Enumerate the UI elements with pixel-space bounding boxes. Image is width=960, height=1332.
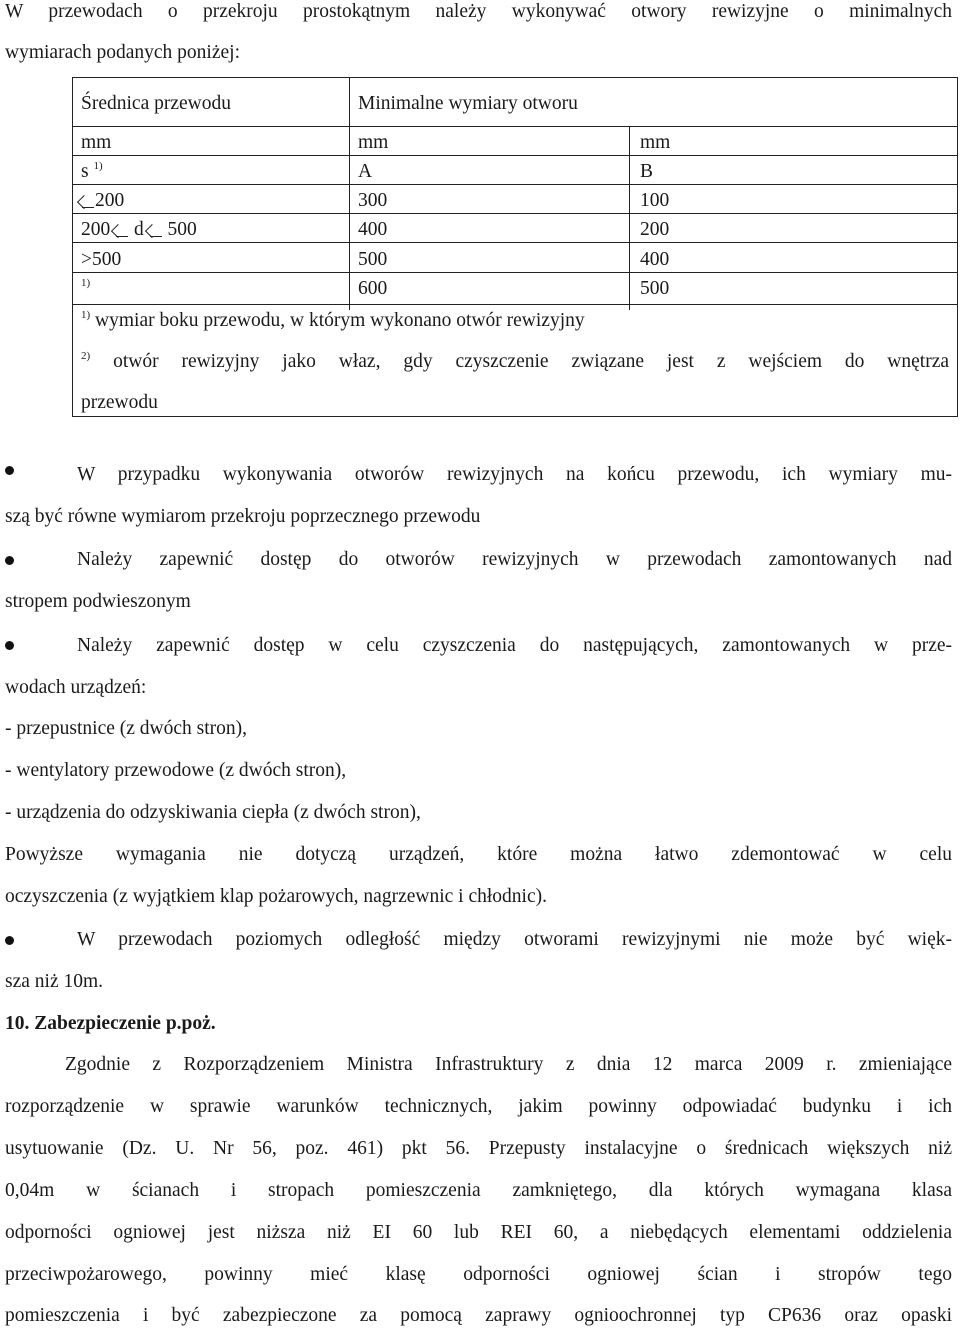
table-divider-col1 (349, 78, 350, 310)
dim-a-cell: 600 (358, 278, 388, 299)
table-rule (73, 126, 957, 127)
table-footnote-2 (81, 350, 949, 374)
symbol-cell-s (81, 160, 103, 184)
bullet-3-line-2: wodach urządzeń: (5, 677, 147, 698)
revision-openings-table (72, 77, 958, 417)
symbol-s: s (81, 161, 89, 182)
dim-a-cell: 500 (358, 249, 388, 270)
bullet-3-line-1: Należy zapewnić dostęp w celu czyszczenia do następujących, zamontowanych w prze- (77, 635, 952, 656)
dim-b-cell: 500 (640, 278, 670, 299)
table-rule (73, 272, 957, 273)
dim-a-cell: 300 (358, 190, 388, 211)
bullet-dot (5, 466, 14, 475)
table-divider-col2 (629, 126, 630, 310)
bullet-1-line-2: szą być równe wymiarom przekroju poprzecznego przewodu (5, 506, 481, 527)
diameter-variable: d (129, 219, 149, 240)
diameter-value: 500 (162, 219, 197, 240)
footnote-ref: 1) (93, 160, 103, 172)
less-equal-sign (115, 220, 129, 238)
unit-cell: mm (81, 132, 112, 153)
intro-line-2: wymiarach podanych poniżej: (5, 42, 240, 63)
bullet-dot (5, 556, 14, 565)
note-line-1: Powyższe wymagania nie dotyczą urządzeń, które można łatwo zdemontować w celu (5, 844, 952, 865)
device-item: - przepustnice (z dwóch stron), (5, 718, 248, 739)
bullet-4-line-1: W przewodach poziomych odległość między otworami rewizyjnymi nie może być więk- (77, 929, 952, 950)
bullet-dot (5, 641, 14, 650)
dim-a-cell: 400 (358, 219, 388, 240)
diameter-cell: >500 (81, 249, 122, 270)
footnote-ref: 1) (81, 277, 91, 289)
diameter-value: 200 (95, 190, 125, 211)
bullet-4-line-2: sza niż 10m. (5, 971, 104, 992)
bullet-dot (5, 936, 14, 945)
diameter-cell (81, 189, 124, 213)
section-paragraph-line: przeciwpożarowego, powinny mieć klasę odporności ogniowej ścian i stropów tego (5, 1264, 952, 1285)
dim-b-cell: 100 (640, 190, 670, 211)
header-diameter: Średnica przewodu (81, 93, 231, 114)
table-rule (73, 213, 957, 214)
symbol-cell-a: A (358, 161, 373, 182)
diameter-cell (81, 277, 90, 301)
device-item: - wentylatory przewodowe (z dwóch stron), (5, 760, 347, 781)
diameter-cell (81, 218, 197, 242)
bullet-2-line-1: Należy zapewnić dostęp do otworów rewizyjnych w przewodach zamontowanych nad (77, 549, 952, 570)
less-equal-sign (149, 220, 163, 238)
bullet-2-line-2: stropem podwieszonym (5, 591, 191, 612)
table-rule (73, 184, 957, 185)
section-paragraph-line: usytuowanie (Dz. U. Nr 56, poz. 461) pkt 56. Przepusty instalacyjne o średnicach większych niż (5, 1138, 952, 1159)
unit-cell: mm (358, 132, 389, 153)
footnote-marker: 2) (81, 350, 91, 362)
less-equal-sign (81, 191, 95, 209)
section-paragraph-line: rozporządzenie w sprawie warunków technicznych, jakim powinny odpowiadać budynku i ich (5, 1096, 952, 1117)
diameter-value: 200 (81, 219, 116, 240)
unit-cell: mm (640, 132, 671, 153)
section-paragraph-line: odporności ogniowej jest niższa niż EI 60 lub REI 60, a niebędących elementami oddzielenia (5, 1222, 952, 1243)
dim-b-cell: 200 (640, 219, 670, 240)
symbol-cell-b: B (640, 161, 654, 182)
section-heading: 10. Zabezpieczenie p.poż. (5, 1013, 216, 1034)
section-paragraph-line: pomieszczenia i być zabezpieczone za pomocą zaprawy ognioochronnej typ CP636 oraz opaski (5, 1305, 952, 1326)
dim-b-cell: 400 (640, 249, 670, 270)
footnote-text: otwór rewizyjny jako właz, gdy czyszczenie związane jest z wejściem do wnętrza (113, 351, 949, 372)
footnote-marker: 1) (81, 309, 91, 321)
intro-line-1: W przewodach o przekroju prostokątnym należy wykonywać otwory rewizyjne o minimalnych (5, 1, 952, 22)
note-line-2: oczyszczenia (z wyjątkiem klap pożarowych, nagrzewnic i chłodnic). (5, 886, 547, 907)
section-paragraph-line: Zgodnie z Rozporządzeniem Ministra Infrastruktury z dnia 12 marca 2009 r. zmieniające (65, 1054, 952, 1075)
footnote-text: wymiar boku przewodu, w którym wykonano otwór rewizyjny (95, 310, 585, 331)
device-item: - urządzenia do odzyskiwania ciepła (z dwóch stron), (5, 802, 421, 823)
table-rule (73, 242, 957, 243)
table-rule (73, 304, 957, 305)
footnote-text: przewodu (81, 392, 158, 413)
table-rule (73, 155, 957, 156)
bullet-1-line-1: W przypadku wykonywania otworów rewizyjnych na końcu przewodu, ich wymiary mu- (77, 464, 952, 485)
header-min-dimensions: Minimalne wymiary otworu (358, 93, 578, 114)
section-paragraph-line: 0,04m w ścianach i stropach pomieszczenia zamkniętego, dla których wymagana klasa (5, 1180, 952, 1201)
